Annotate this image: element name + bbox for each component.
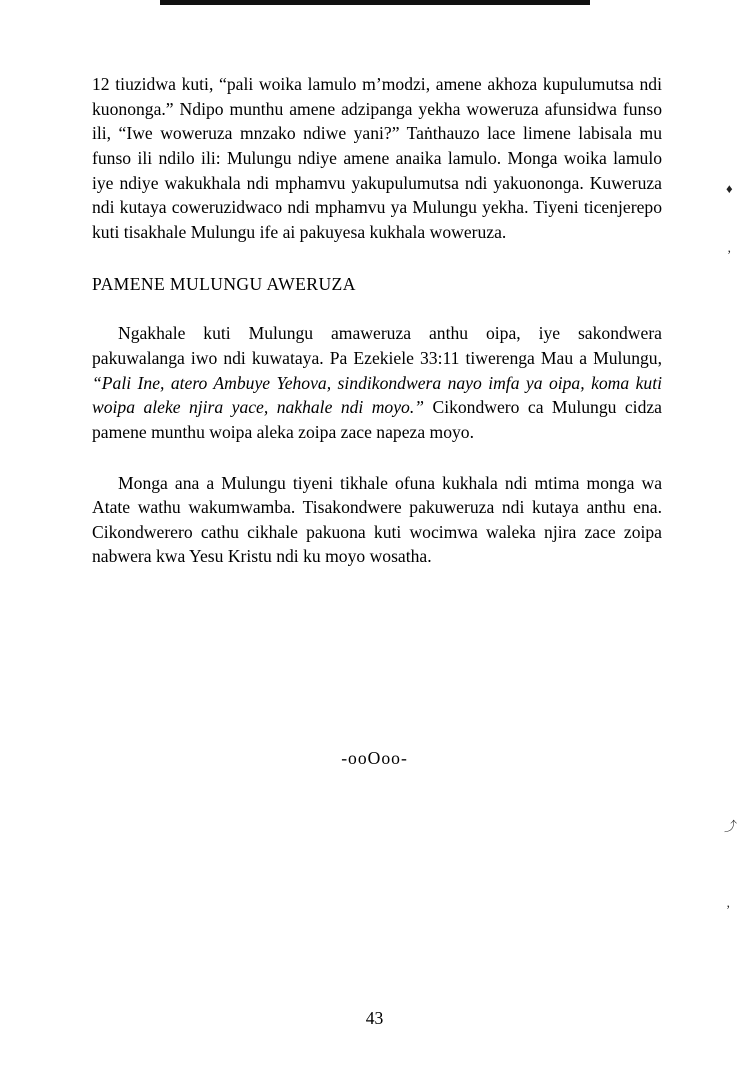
section-ornament: -ooOoo- <box>341 748 408 768</box>
margin-mark-2: ’ <box>727 247 732 262</box>
spacer <box>92 244 662 274</box>
paragraph-judgement-tail: Cikondwero ca Mulungu cidza pamene munthu woipa aleka zoipa zace napeza moyo. <box>92 397 662 442</box>
paragraph-closing: Monga ana a Mulungu tiyeni tikhale ofuna kukhala ndi mtima monga wa Atate wathu wakumwamba. Tisakondwere pakuweruza ndi kutaya anthu ena. Cikondwerero cathu cikhale pakuona kuti wocimwa waleka njira zace zoipa nabwera kwa Yesu Kristu ndi ku moyo wosatha. <box>92 472 662 567</box>
spacer <box>92 295 662 321</box>
paragraph-intro: 12 tiuzidwa kuti, “pali woika lamulo m’modzi, amene akhoza kupulumutsa ndi kuononga.” Ndipo munthu amene adzipanga yekha woweruza afunsidwa funso ili, “Iwe woweruza mnzako ndiwe yani?” Taṅthauzo lace limene labisala mu funso ili ndilo ili: Mulungu ndiye amene anaika lamulo. Monga woika lamulo iye ndiye wakukhala ndi mphamvu yakupulumutsa ndi yakuononɡa. Kuweruza ndi kutaya coweruzidwaco ndi mphamvu ya Mulungu yekha. Tiyeni ticenjerepo kuti tisakhale Mulungu ife ai pakuyesa kukhala woweruza. <box>92 74 662 242</box>
scripture-quote: “Pali Ine, atero Ambuye Yehova, sindikondwera nayo imfa ya oipa, koma kuti woipa aleke njira yace, nakhale ndi moyo.” <box>92 372 662 418</box>
page-body <box>92 72 662 569</box>
paragraph-judgement-lead: Ngakhale kuti Mulungu amaweruza anthu oipa, iye sakondwera pakuwalanga iwo ndi kuwataya. Pa Ezekiele 33:11 tiwerenga Mau a Mulungu, <box>92 323 662 368</box>
margin-mark-1: ♦ <box>726 181 733 196</box>
page-number: 43 <box>365 1008 384 1028</box>
margin-mark-4: ’ <box>726 902 731 917</box>
margin-mark-3: ⤴ <box>724 819 738 834</box>
paragraph-judgement <box>92 321 662 444</box>
section-heading: PAMENE MULUNGU AWERUZA <box>92 274 356 295</box>
top-rule-divider <box>160 0 590 5</box>
spacer <box>92 445 662 471</box>
